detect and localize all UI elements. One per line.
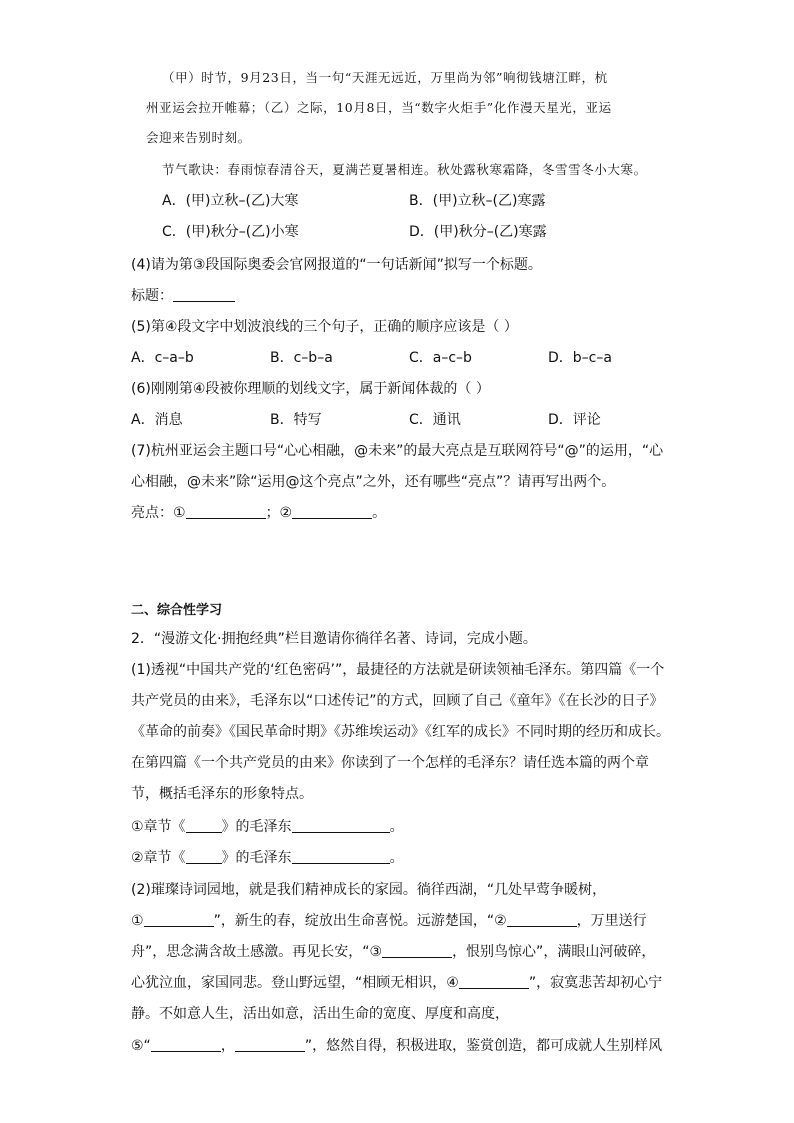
q2-1-item-1 [131, 818, 404, 836]
q2-2-line-4 [131, 974, 662, 992]
q2-1-line-3: 《革命的前奏》《国民革命时期》《苏维埃运动》《红军的成长》不同时期的经历和成长。 [131, 724, 670, 740]
q2-1-item-2 [131, 849, 404, 867]
passage-line-3: 会迎来告别时刻。 [146, 130, 251, 145]
q2-1-item-2-end: 。 [389, 850, 404, 866]
q2-2-blank-5a[interactable] [151, 1037, 221, 1052]
q3-option-d[interactable]: D．(甲)秋分–(乙)寒露 [409, 224, 547, 240]
q2-2-blank-1-marker: ① [131, 913, 144, 929]
q5-option-b[interactable]: B．c–b–a [270, 350, 333, 366]
q7-question-line-1: (7)杭州亚运会主题口号“心心相融，@未来”的最大亮点是互联网符号“@”的运用，“心 [131, 443, 664, 459]
q2-2-line-2-tail: ，万里送行 [576, 913, 647, 929]
q6-option-c[interactable]: C．通讯 [409, 412, 461, 428]
q4-answer-label: 标题： [131, 288, 173, 304]
q2-1-item-2-chapter-blank[interactable] [186, 849, 222, 864]
q2-2-blank-1[interactable] [144, 912, 214, 927]
q4-answer-blank[interactable] [173, 287, 235, 302]
passage-line-1: （甲）时节，9月23日，当一句“天涯无远近，万里尚为邻”响彻钱塘江畔，杭 [162, 70, 608, 85]
passage-line-2: 州亚运会拉开帷幕；（乙）之际，10月8日，当“数字火炬手”化作漫天星光，亚运 [146, 100, 612, 115]
q2-1-item-1-chapter-blank[interactable] [186, 818, 222, 833]
section-heading: 二、综合性学习 [131, 603, 223, 618]
q6-option-b[interactable]: B．特写 [270, 412, 322, 428]
q7-answer-blank-1[interactable] [186, 504, 266, 519]
q2-2-line-4-tail: ”，寂寞悲苦却初心宁 [528, 975, 663, 991]
q2-1-line-2: 共产党员的由来》，毛泽东以“口述传记”的方式，回顾了自己《童年》《在长沙的日子》 [131, 693, 664, 709]
section-intro: 2．“漫游文化·拥抱经典”栏目邀请你徜徉名著、诗词，完成小题。 [131, 631, 537, 647]
q7-answer-blank-2[interactable] [292, 504, 372, 519]
q2-1-item-1-trait-blank[interactable] [292, 818, 390, 833]
q2-2-line-3-tail: ，恨别鸟惊心”，满眼山河破碎， [452, 944, 656, 960]
q5-question: (5)第④段文字中划波浪线的三个句子，正确的顺序应该是（ ） [131, 319, 518, 335]
q5-option-d[interactable]: D．b–c–a [548, 350, 612, 366]
q2-1-item-1-prefix: ①章节《 [131, 819, 186, 835]
q7-answer-label: 亮点：① [131, 505, 186, 521]
q2-1-item-1-end: 。 [389, 819, 404, 835]
q7-answer-sep: ；② [265, 505, 293, 521]
q2-2-blank-5-marker: ⑤“ [131, 1038, 151, 1054]
q5-option-a[interactable]: A．c–a–b [131, 350, 194, 366]
q2-2-line-2 [131, 912, 647, 930]
q4-question: (4)请为第③段国际奥委会官网报道的“一句话新闻”拟写一个标题。 [131, 257, 542, 273]
q2-2-blank-5b[interactable] [235, 1037, 305, 1052]
q2-2-line-6 [131, 1037, 662, 1055]
q2-2-line-3 [131, 943, 655, 961]
q2-2-blank-4[interactable] [459, 974, 529, 989]
q2-1-line-1: (1)透视“中国共产党的‘红色密码’”，最捷径的方法就是研读领袖毛泽东。第四篇《一个 [131, 662, 665, 678]
q2-1-line-4: 在第四篇《一个共产党员的由来》你读到了一个怎样的毛泽东？请任选本篇的两个章 [131, 755, 649, 771]
q2-1-item-2-prefix: ②章节《 [131, 850, 186, 866]
q7-question-line-2: 心相融，@未来”除“运用@这个亮点”之外，还有哪些“亮点”？请再写出两个。 [131, 474, 616, 490]
q2-1-item-2-trait-blank[interactable] [292, 849, 390, 864]
q2-2-line-2-text: ”，新生的春，绽放出生命喜悦。远游楚国，“② [213, 913, 507, 929]
q2-2-line-6-comma: ， [220, 1038, 235, 1054]
q3-option-b[interactable]: B．(甲)立秋–(乙)寒露 [409, 193, 546, 209]
q4-answer-line [131, 287, 235, 305]
q6-option-d[interactable]: D．评论 [548, 412, 601, 428]
q6-question: (6)刚刚第④段被你理顺的划线文字，属于新闻体裁的（ ） [131, 381, 490, 397]
q5-option-c[interactable]: C．a–c–b [409, 350, 472, 366]
q6-option-a[interactable]: A．消息 [131, 412, 183, 428]
q7-answer-end: 。 [372, 505, 387, 521]
q3-option-a[interactable]: A．(甲)立秋–(乙)大寒 [162, 193, 299, 209]
q2-1-item-2-middle: 》的毛泽东 [221, 850, 292, 866]
q2-2-line-4-text: 心犹泣血，家国同悲。登山野远望，“相顾无相识，④ [131, 975, 459, 991]
q7-answer-line [131, 504, 386, 522]
q2-2-line-1: (2)璀璨诗词园地，就是我们精神成长的家园。徜徉西湖，“几处早莺争暖树， [131, 882, 607, 898]
q3-option-c[interactable]: C．(甲)秋分–(乙)小寒 [162, 224, 299, 240]
q2-2-blank-2[interactable] [507, 912, 577, 927]
q2-1-item-1-middle: 》的毛泽东 [221, 819, 292, 835]
q2-2-line-6-tail: ”，悠然自得，积极进取，鉴赏创造，都可成就人生别样风 [304, 1038, 663, 1054]
passage-line-4: 节气歌诀：春雨惊春清谷天，夏满芒夏暑相连。秋处露秋寒霜降，冬雪雪冬小大寒。 [162, 162, 647, 177]
q2-2-line-3-text: 舟”，思念满含故土感激。再见长安，“③ [131, 944, 383, 960]
q2-2-blank-3[interactable] [382, 943, 452, 958]
q2-2-line-5: 静。不如意人生，活出如意，活出生命的宽度、厚度和高度， [131, 1006, 509, 1022]
q2-1-line-5: 节，概括毛泽东的形象特点。 [131, 786, 313, 802]
